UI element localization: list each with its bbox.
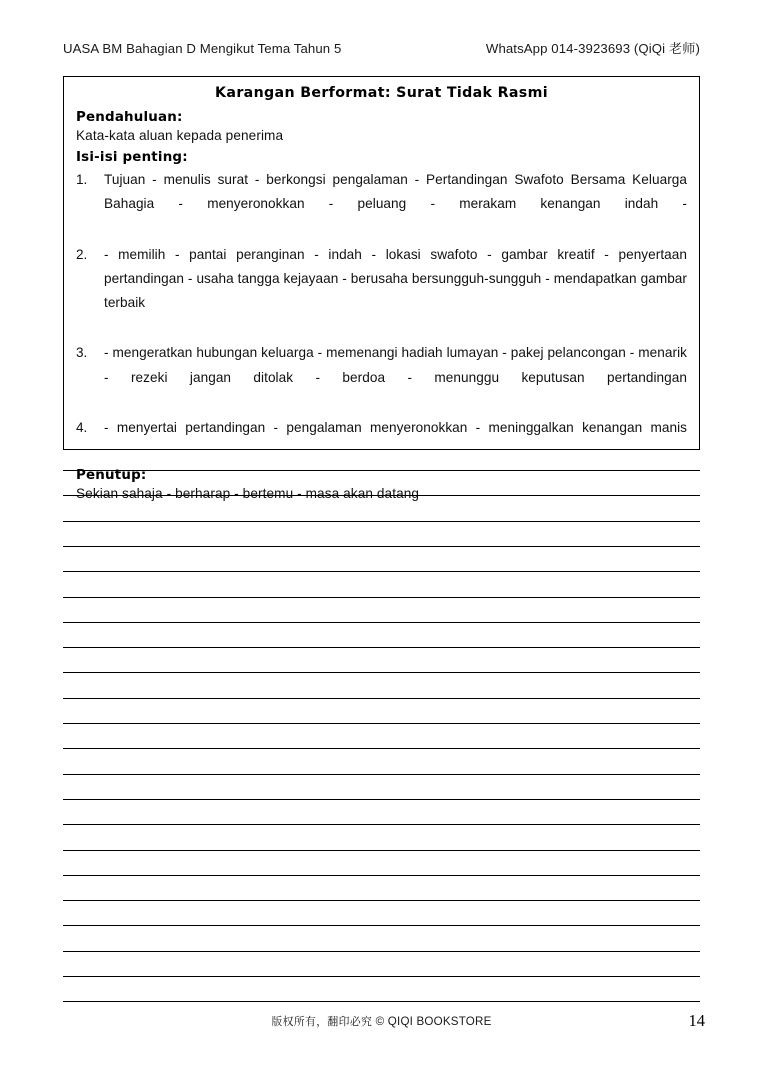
list-item (74, 341, 689, 414)
list-item-number: 1. (76, 172, 88, 187)
page-header (63, 38, 700, 60)
writing-lines-area (63, 458, 700, 1008)
writing-line (63, 850, 700, 851)
writing-line (63, 748, 700, 749)
list-item-number: 2. (76, 246, 88, 262)
writing-line (63, 799, 700, 800)
list-item-text: Tujuan - menulis surat - berkongsi pengalaman - Pertandingan Swafoto Bersama Keluarga Bahagia - menyeronokkan - peluang - merakam kenangan indah - (104, 172, 687, 212)
writing-line (63, 622, 700, 623)
closing-text: Sekian sahaja - berharap - bertemu - masa akan datang (76, 486, 420, 502)
points-list (74, 168, 689, 464)
list-item-text: - mengeratkan hubungan keluarga - memenangi hadiah lumayan - pakej pelancongan - menarik - rezeki jangan ditolak - berdoa - menunggu keputusan pertandingan (104, 345, 687, 385)
writing-line (63, 597, 700, 598)
format-outline-box (63, 76, 700, 502)
list-item-text: - menyertai pertandingan - pengalaman menyeronokkan - meninggalkan kenangan manis (104, 419, 687, 435)
writing-line (63, 647, 700, 648)
page-footer (63, 1011, 705, 1035)
section-label-penutup: Penutup: (76, 468, 147, 484)
header-title-left: UASA BM Bahagian D Mengikut Tema Tahun 5 (63, 41, 342, 56)
writing-line (63, 875, 700, 876)
writing-line (63, 698, 700, 699)
writing-line (63, 976, 700, 977)
list-item-number: 3. (76, 345, 88, 361)
section-label-isi-isi-penting: Isi-isi penting: (76, 150, 188, 165)
writing-line (63, 546, 700, 547)
writing-line (63, 824, 700, 825)
writing-line (63, 723, 700, 724)
list-item (74, 168, 689, 241)
intro-text: Kata-kata aluan kepada penerima (76, 128, 284, 143)
footer-copyright-chinese: 版权所有，翻印必究 (271, 1015, 373, 1028)
section-label-pendahuluan: Pendahuluan: (76, 110, 183, 125)
list-item (74, 416, 689, 464)
writing-line (63, 774, 700, 775)
writing-line (63, 521, 700, 522)
header-contact-right: WhatsApp 014-3923693 (QiQi 老师) (485, 41, 700, 56)
list-item-number: 4. (76, 419, 88, 435)
writing-line (63, 925, 700, 926)
writing-line (63, 1001, 700, 1002)
writing-line (63, 951, 700, 952)
footer-copyright (63, 1014, 700, 1029)
format-box-title: Karangan Berformat: Surat Tidak Rasmi (215, 85, 548, 101)
page-number: 14 (688, 1011, 705, 1030)
footer-copyright-english: © QIQI BOOKSTORE (375, 1015, 492, 1028)
writing-line (63, 900, 700, 901)
writing-line (63, 571, 700, 572)
writing-line (63, 672, 700, 673)
writing-line (63, 495, 700, 496)
list-item (74, 243, 689, 340)
writing-line (63, 470, 700, 471)
list-item-text: - memilih - pantai peranginan - indah - lokasi swafoto - gambar kreatif - penyertaan pertandingan - usaha tangga kejayaan - berusaha bersungguh-sungguh - mendapatkan gambar terbaik (104, 246, 687, 310)
